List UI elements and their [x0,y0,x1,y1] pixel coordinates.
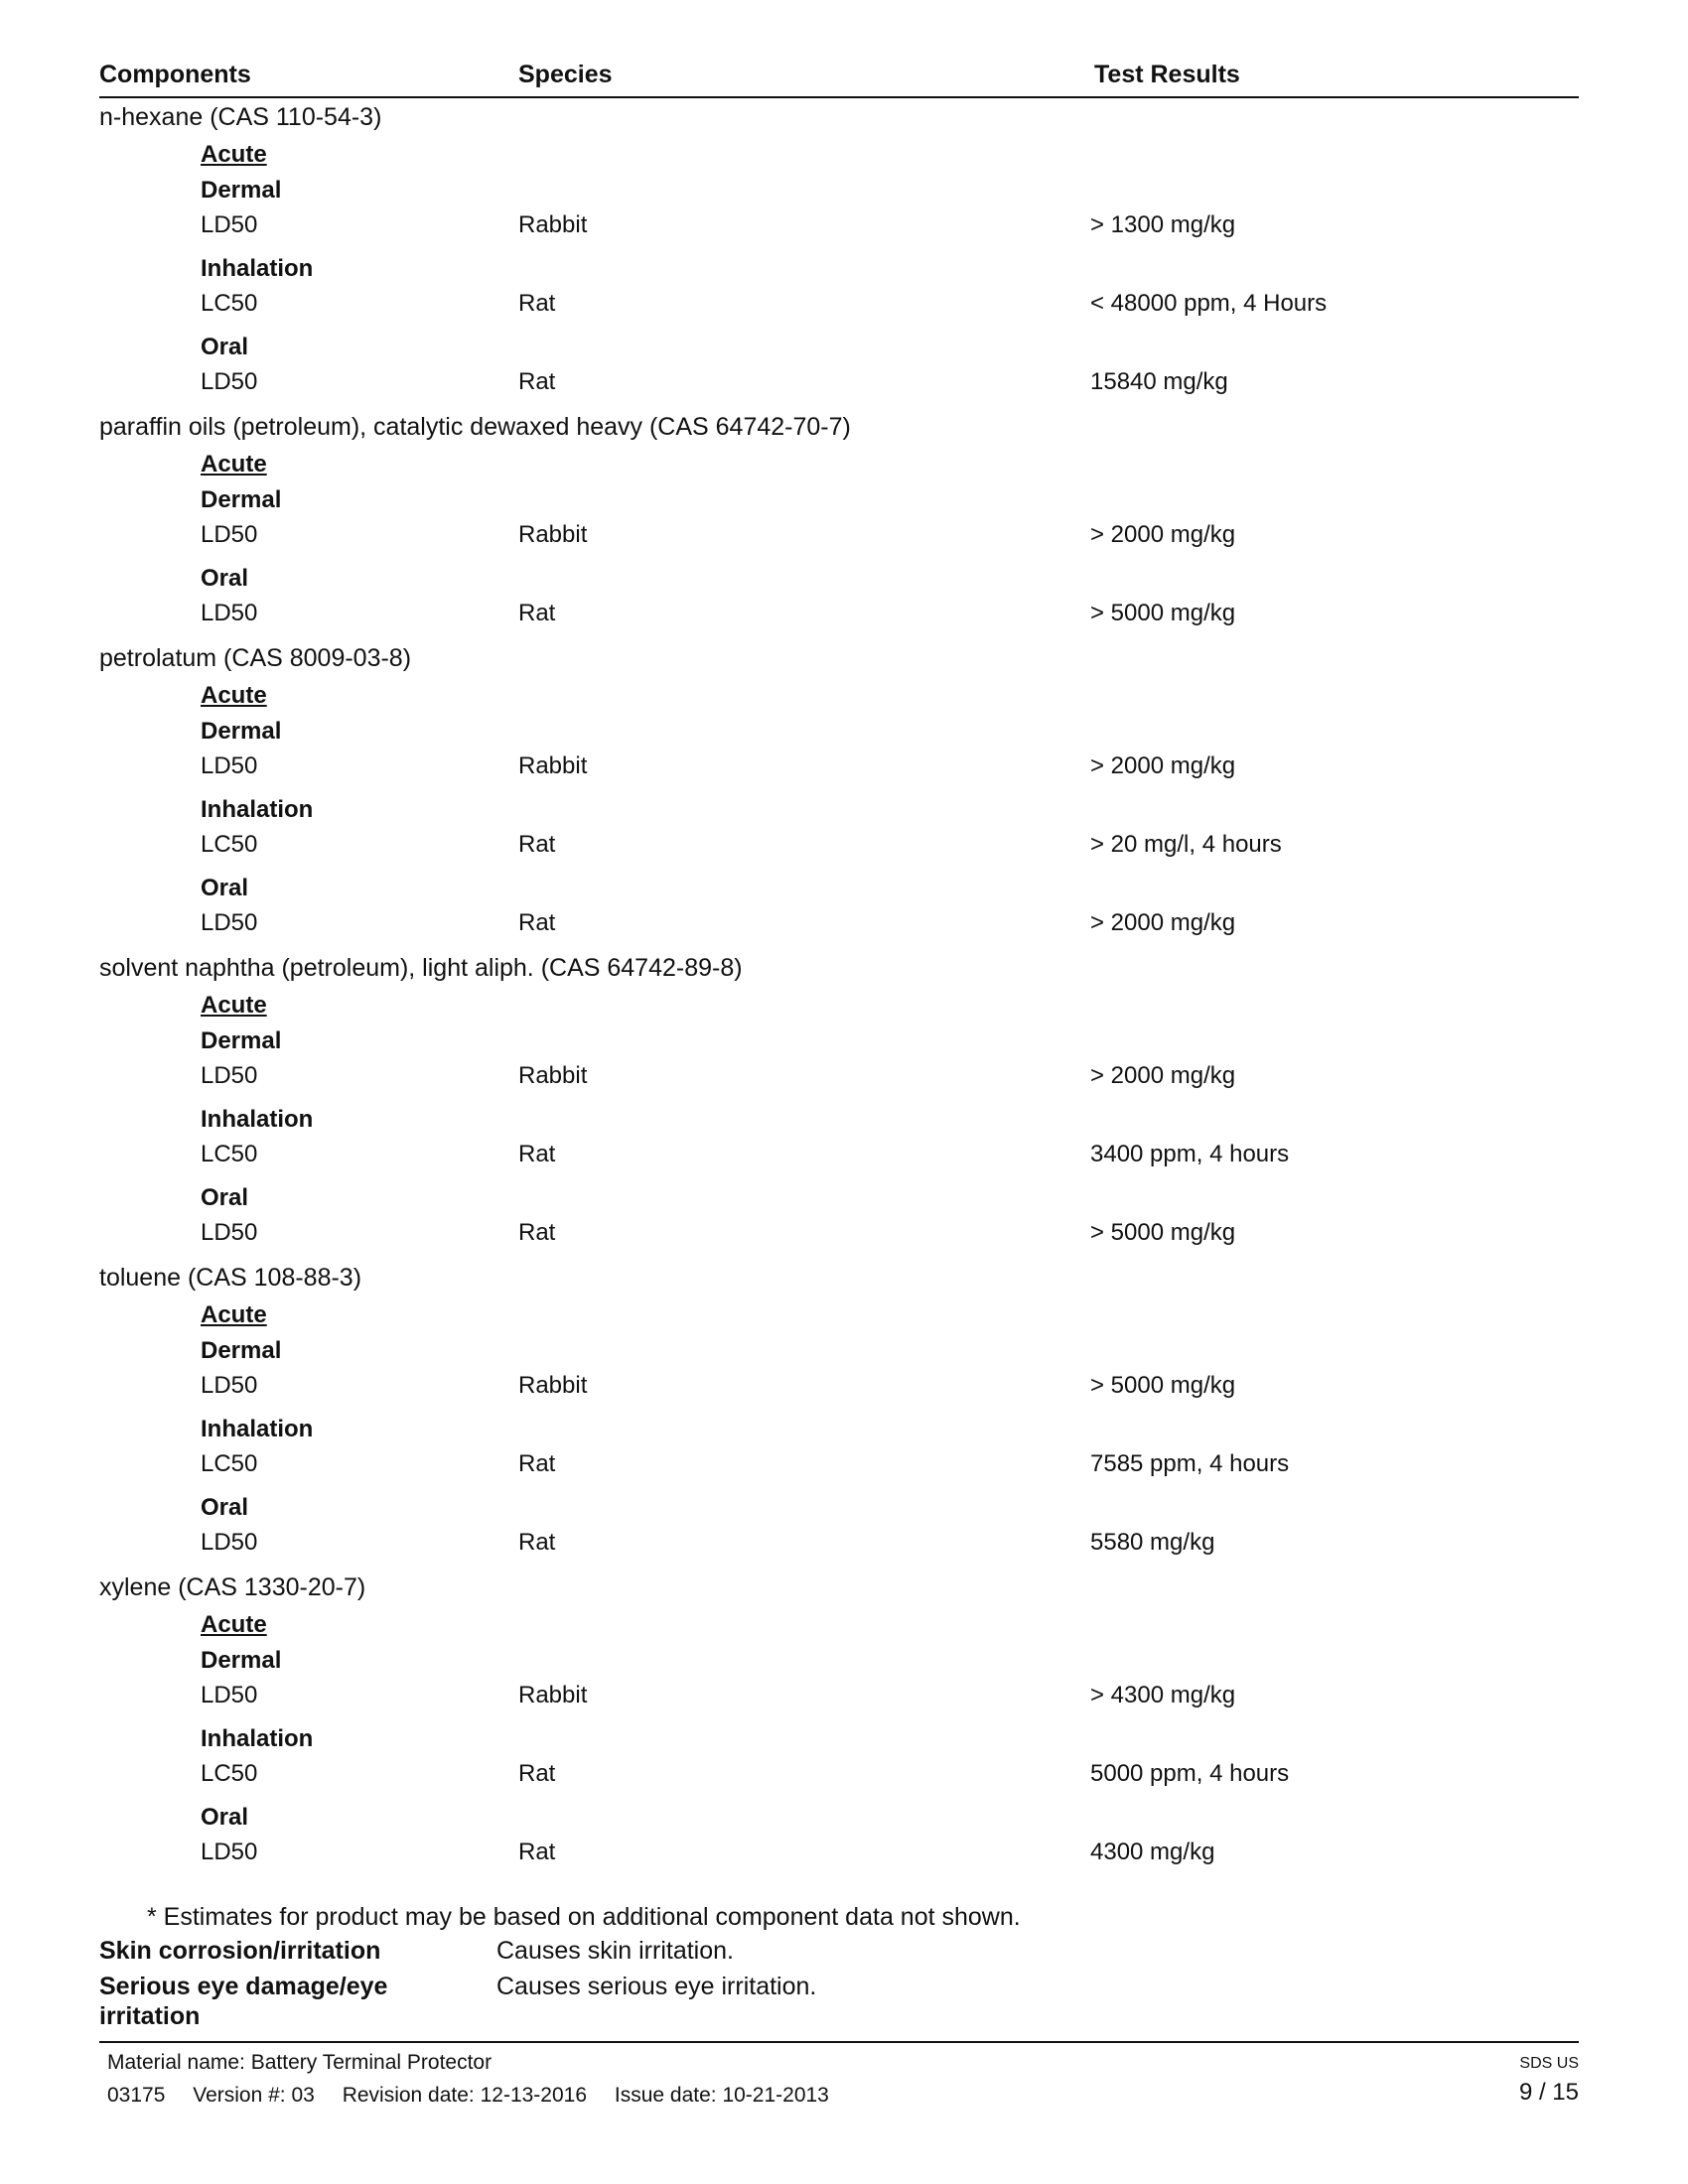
species: Rat [518,1219,556,1246]
component-name: petrolatum (CAS 8009-03-8) [99,644,412,672]
species: Rabbit [518,1682,588,1708]
test-type: LD50 [201,368,258,395]
test-type: LD50 [201,211,258,238]
material-name: Material name: Battery Terminal Protector [107,2051,492,2074]
version-number: Version #: 03 [193,2084,315,2107]
test-type: LD50 [201,752,258,779]
document-meta [107,2084,851,2108]
test-result: 5580 mg/kg [1090,1529,1215,1556]
component-name: solvent naphtha (petroleum), light aliph. (CAS 64742-89-8) [99,954,743,982]
route-heading: Dermal [201,718,282,745]
test-result: 3400 ppm, 4 hours [1090,1141,1290,1167]
test-type: LC50 [201,1760,258,1787]
table-row [99,750,1579,792]
table-header [99,55,1579,98]
test-result: > 2000 mg/kg [1090,521,1236,548]
acute-heading: Acute [201,1611,267,1638]
table-row [99,287,1579,330]
test-type: LD50 [201,521,258,548]
table-row [99,1059,1579,1102]
test-type: LD50 [201,1529,258,1556]
species: Rat [518,831,556,858]
species: Rabbit [518,211,588,238]
test-result: > 5000 mg/kg [1090,600,1236,626]
test-result: > 5000 mg/kg [1090,1372,1236,1399]
table-row [99,518,1579,561]
test-type: LC50 [201,1450,258,1477]
acute-heading: Acute [201,992,267,1019]
header-components: Components [99,61,251,88]
route-heading: Inhalation [201,1725,314,1752]
table-row [99,1679,1579,1721]
test-type: LD50 [201,1062,258,1089]
test-result: > 20 mg/l, 4 hours [1090,831,1282,858]
route-heading: Dermal [201,1647,282,1674]
product-code: 03175 [107,2084,166,2107]
test-result: < 48000 ppm, 4 Hours [1090,290,1328,317]
species: Rat [518,909,556,936]
species: Rat [518,1450,556,1477]
test-result: > 2000 mg/kg [1090,909,1236,936]
table-row [99,1836,1579,1878]
component-list [99,98,1579,1878]
test-type: LC50 [201,1141,258,1167]
route-heading: Dermal [201,1027,282,1054]
test-type: LD50 [201,1372,258,1399]
table-row [99,1757,1579,1800]
species: Rat [518,600,556,626]
property-value: Causes serious eye irritation. [496,1973,817,2000]
property-label: Skin corrosion/irritation [99,1937,381,1965]
table-row [99,365,1579,408]
acute-heading: Acute [201,141,267,168]
table-row [99,906,1579,949]
test-result: > 2000 mg/kg [1090,1062,1236,1089]
table-row [99,1369,1579,1412]
route-heading: Oral [201,875,249,901]
table-row [99,1526,1579,1569]
test-type: LC50 [201,831,258,858]
test-result: 7585 ppm, 4 hours [1090,1450,1290,1477]
route-heading: Dermal [201,177,282,204]
route-heading: Inhalation [201,796,314,823]
table-row [99,1138,1579,1180]
test-result: > 2000 mg/kg [1090,752,1236,779]
test-result: > 1300 mg/kg [1090,211,1236,238]
test-type: LD50 [201,1839,258,1865]
route-heading: Oral [201,334,249,360]
page-footer [99,2041,1579,2107]
species: Rat [518,290,556,317]
species: Rat [518,1760,556,1787]
route-heading: Inhalation [201,1106,314,1133]
species: Rat [518,1141,556,1167]
acute-heading: Acute [201,682,267,709]
route-heading: Dermal [201,486,282,513]
test-type: LD50 [201,1219,258,1246]
property-row [99,1972,1579,2031]
table-row [99,208,1579,251]
component-name: toluene (CAS 108-88-3) [99,1264,362,1292]
sds-label: SDS US [1519,2055,1579,2072]
route-heading: Oral [201,1494,249,1521]
property-label: Serious eye damage/eye irritation [99,1973,388,2030]
test-result: > 5000 mg/kg [1090,1219,1236,1246]
acute-heading: Acute [201,1301,267,1328]
route-heading: Oral [201,1184,249,1211]
revision-date: Revision date: 12-13-2016 [342,2084,588,2107]
species: Rat [518,1529,556,1556]
header-species: Species [518,61,613,88]
property-list [99,1936,1579,2031]
route-heading: Dermal [201,1337,282,1364]
component-name: n-hexane (CAS 110-54-3) [99,103,382,131]
test-result: 4300 mg/kg [1090,1839,1215,1865]
estimate-note: * Estimates for product may be based on additional component data not shown. [147,1903,1021,1931]
test-type: LD50 [201,600,258,626]
property-value: Causes skin irritation. [496,1937,734,1965]
route-heading: Inhalation [201,255,314,282]
species: Rabbit [518,1372,588,1399]
test-result: > 4300 mg/kg [1090,1682,1236,1708]
property-row [99,1936,1579,1966]
tox-table [99,55,1579,2037]
test-result: 5000 ppm, 4 hours [1090,1760,1290,1787]
table-row [99,1447,1579,1490]
species: Rat [518,368,556,395]
header-test-results: Test Results [1094,61,1240,88]
table-row [99,828,1579,871]
route-heading: Oral [201,565,249,592]
test-type: LC50 [201,290,258,317]
test-type: LD50 [201,909,258,936]
page-number: 9 / 15 [1518,2079,1579,2106]
route-heading: Oral [201,1804,249,1831]
component-name: paraffin oils (petroleum), catalytic dewaxed heavy (CAS 64742-70-7) [99,413,851,441]
acute-heading: Acute [201,451,267,478]
component-name: xylene (CAS 1330-20-7) [99,1573,366,1601]
issue-date: Issue date: 10-21-2013 [614,2084,829,2107]
route-heading: Inhalation [201,1416,314,1442]
species: Rabbit [518,521,588,548]
table-row [99,597,1579,639]
species: Rat [518,1839,556,1865]
test-type: LD50 [201,1682,258,1708]
species: Rabbit [518,752,588,779]
table-row [99,1216,1579,1259]
species: Rabbit [518,1062,588,1089]
test-result: 15840 mg/kg [1090,368,1228,395]
